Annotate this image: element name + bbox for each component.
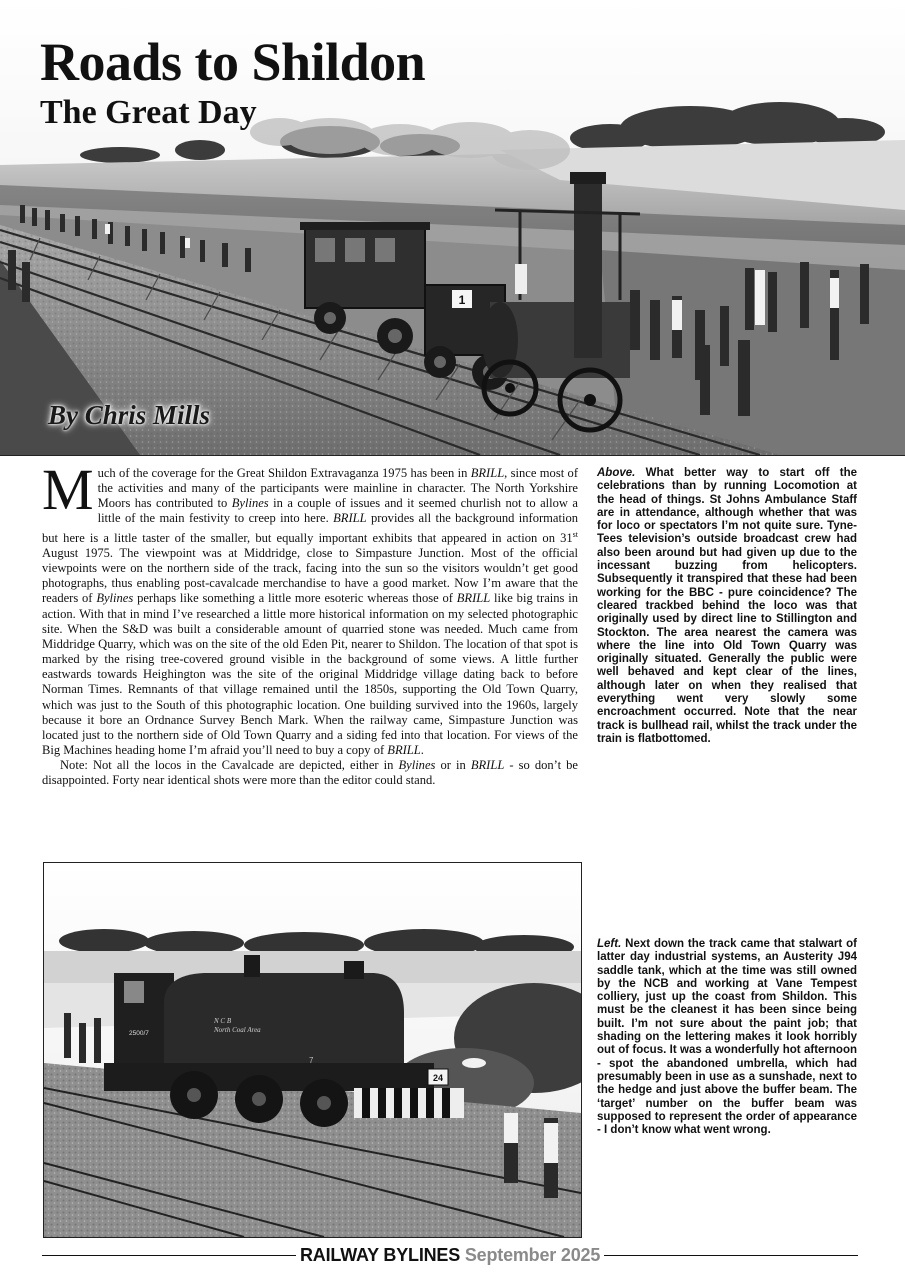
- saddle-tank-photo: [43, 862, 582, 1238]
- caption-above-lead: Above.: [597, 467, 636, 479]
- magazine-name: RAILWAY BYLINES: [300, 1245, 461, 1265]
- hero-photo: [0, 0, 905, 456]
- tank-lettering-line: N C B: [214, 1017, 232, 1025]
- buffer-number: 7: [309, 1056, 314, 1065]
- article-body: [42, 457, 579, 788]
- loco-number: 2500/7: [129, 1030, 149, 1037]
- caption-left: [597, 938, 857, 1137]
- article-paragraph-2: Note: Not all the locos in the Cavalcade are depicted, either in Bylines or in BRILL - so don’t be disappointed. Forty near identical shots were more than the editor could stand.: [42, 758, 579, 788]
- buffer-beam: [354, 1088, 464, 1118]
- article-title: Roads to Shildon: [40, 32, 426, 92]
- footer-rule-left: [42, 1255, 296, 1256]
- tank-lettering-line: North Coal Area: [214, 1026, 261, 1034]
- footer-rule-right: [604, 1255, 858, 1256]
- page-footer: [42, 1244, 858, 1266]
- issue-date: September 2025: [464, 1245, 601, 1265]
- article-paragraph-1: Much of the coverage for the Great Shildon Extravaganza 1975 has been in BRILL, since most of the activities and many of the participants were mainline in character. The North Yorkshire Moors has contributed to Bylines in a couple of issues and it seemed churlish not to allow a little of the main festivity to creep into here. BRILL provides all the background information but here is a little taster of the smaller, but equally important exhibits that appeared in action on 31st August 1975. The viewpoint was at Middridge, close to Simpasture Junction. Most of the official viewpoints were on the northern side of the track, facing into the sun so the visitors wouldn’t get good photographs, thus enabling post-cavalcade merchandise to have a good market. Now I’m aware that the readers of Bylines perhaps like something a little more esoteric whereas those of BRILL like big trains in action. With that in mind I’ve researched a little more historical information on my selected photographic site. When the S&D was built a considerable amount of quarried stone was needed. Much came from Middridge Quarry, which was on the site of the old Eden Pit, nearer to Shildon. The location of that spot is marked by the rising tree-covered ground visible in the background of some views. A little further eastwards towards Heighington was the site of the original Middridge village dating back to before Norman Times. Remnants of that village remained until the 1850s, supporting the Old Town Quarry, which was just to the South of this photographic location. One building survived into the 1960s, largely because it bore an Ordnance Survey Bench Mark. When the railway came, Simpasture Junction was located just to the northern side of Old Town Quarry and a siding fed into that location. For views of the Big Machines heading home I’m afraid you’ll need to buy a copy of BRILL.: [42, 457, 579, 757]
- footer-masthead: [300, 1244, 600, 1266]
- caption-left-lead: Left.: [597, 938, 622, 950]
- tender-number: 1: [458, 293, 466, 307]
- author-byline: By Chris Mills: [48, 400, 211, 430]
- caption-above-text: What better way to start off the celebrations than by running Locomotion at the head of things. St Johns Ambulance Staff are in attendance, although whether that was for loco or spectators I’m not quite sure. Tyne-Tees television’s outside broadcast crew had also been around but had given up due to the incessant buzzing from helicopters. Subsequently it transpired that these had been working for the BBC - pure coincidence? The cleared trackbed behind the loco was that originally used by direct line to Stillington and Stockton. The area nearest the camera was where the line into Old Town Quarry was originally situated. Generally the public were well behaved and kept clear of the lines, although later on when they realised that everything went very slowly some encroachment occurred. Note that the near track is bullhead rail, whilst the track under the train is flatbottomed.: [597, 467, 857, 745]
- target-number: 24: [432, 1073, 444, 1083]
- caption-above: [597, 467, 857, 746]
- caption-left-text: Next down the track came that stalwart of latter day industrial systems, an Austerity J94 saddle tank, which at the time was still owned by the NCB and working at Vane Tempest colliery, just up the coast from Shildon. This must be the cleanest it has been since being built. I’m not sure about the paint job; that shading on the lettering makes it look horribly out of focus. It was a wonderfully hot afternoon - spot the abandoned umbrella, which had presumably been in use as a sunshade, next to the hedge and just above the buffer beam. The ‘target’ number on the buffer beam was supposed to represent the order of appearance - I don’t know what went wrong.: [597, 938, 857, 1137]
- drop-cap: M: [42, 457, 94, 522]
- article-subtitle: The Great Day: [40, 94, 257, 131]
- saddle-tank-illustration: [44, 863, 581, 1237]
